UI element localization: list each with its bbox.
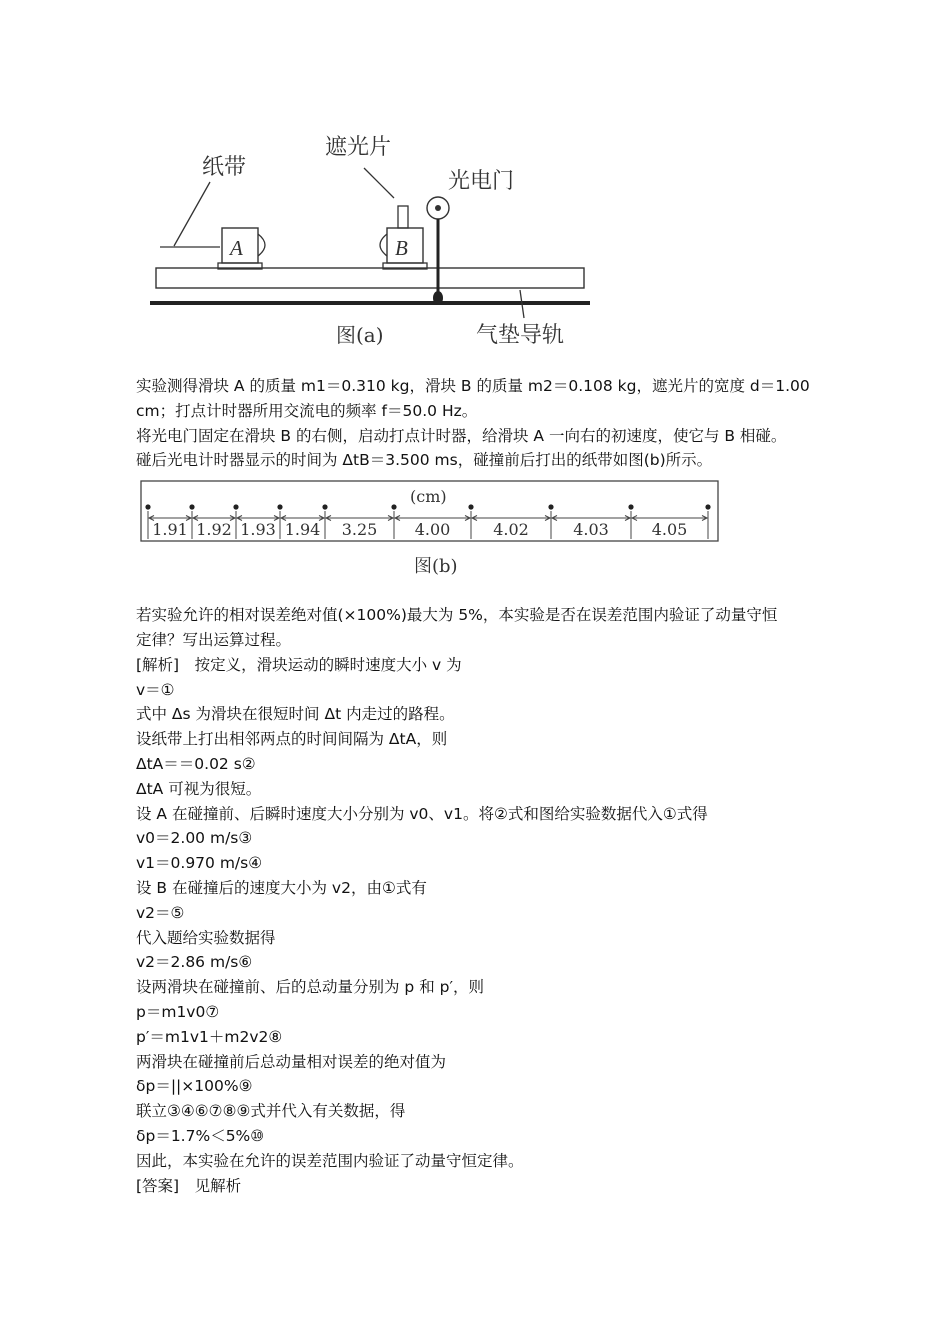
body-line: ΔtA 可视为很短。	[136, 779, 262, 798]
tape-unit-label: (cm)	[410, 487, 447, 506]
body-line: 定律？写出运算过程。	[136, 630, 292, 649]
label-air-track: 气垫导轨	[476, 323, 565, 348]
shutter-plate	[398, 206, 408, 228]
tape-marks	[145, 504, 710, 539]
paper-tape-leader-line	[174, 182, 210, 246]
figure-b-caption: 图(b)	[414, 556, 458, 577]
label-shutter: 遮光片	[325, 135, 392, 160]
tape-segment-label: 1.91	[152, 520, 188, 539]
body-line: 联立③④⑥⑦⑧⑨式并代入有关数据，得	[136, 1102, 406, 1121]
tape-dot	[468, 504, 473, 509]
track-plate	[156, 268, 584, 288]
equation-line: δp＝1.7%＜5%⑩	[136, 1126, 265, 1145]
intro-line: cm；打点计时器所用交流电的频率 f＝50.0 Hz。	[136, 401, 478, 420]
equation-line: δp＝||×100%⑨	[136, 1077, 253, 1096]
tape-segment-label: 4.05	[651, 520, 688, 539]
air-track-rail	[150, 301, 590, 305]
equation-line: p＝m1v0⑦	[136, 1002, 220, 1021]
solution-label: [解析] 按定义，滑块运动的瞬时速度大小 v 为	[136, 655, 462, 674]
equation-line: v＝①	[136, 680, 175, 699]
tape-segment-label: 4.00	[414, 520, 451, 539]
block-b-bumper	[380, 234, 387, 256]
tape-segment-label: 4.03	[573, 520, 609, 539]
figure-a-air-track-diagram	[150, 122, 595, 354]
equation-line: p′＝m1v1＋m2v2⑧	[136, 1027, 283, 1046]
tape-dot	[233, 504, 238, 509]
tape-segment-label: 4.02	[493, 520, 529, 539]
body-line: 设 B 在碰撞后的速度大小为 v2，由①式有	[136, 878, 427, 897]
tape-dot	[548, 504, 553, 509]
tape-dot	[189, 504, 194, 509]
body-line: 设两滑块在碰撞前、后的总动量分别为 p 和 p′，则	[136, 978, 484, 997]
block-b-label: B	[395, 236, 408, 260]
equation-line: v2＝⑤	[136, 903, 185, 922]
tape-segment-label: 1.92	[196, 520, 232, 539]
body-line: 因此，本实验在允许的误差范围内验证了动量守恒定律。	[136, 1151, 524, 1170]
body-line: 代入题给实验数据得	[136, 928, 276, 947]
intro-line: 实验测得滑块 A 的质量 m1＝0.310 kg，滑块 B 的质量 m2＝0.108 kg，遮光片的宽度 d＝1.00	[136, 377, 810, 395]
body-line: 若实验允许的相对误差绝对值(×100%)最大为 5%，本实验是否在误差范围内验证了动量守恒	[136, 606, 778, 625]
figure-a-caption: 图(a)	[336, 323, 384, 347]
body-line: 设 A 在碰撞前、后瞬时速度大小分别为 v0、v1。将②式和图给实验数据代入①式得	[136, 804, 708, 823]
tape-segment-label: 3.25	[341, 520, 378, 539]
label-paper-tape: 纸带	[202, 155, 247, 180]
equation-line: v2＝2.86 m/s⑥	[136, 953, 253, 972]
figure-b-paper-tape	[138, 478, 722, 586]
label-photogate: 光电门	[448, 169, 515, 194]
shutter-leader-line	[364, 168, 394, 198]
block-a-label: A	[230, 236, 243, 260]
block-a-bumper	[258, 234, 265, 256]
photogate-sensor	[435, 205, 441, 211]
intro-line: 将光电门固定在滑块 B 的右侧，启动打点计时器，给滑块 A 一向右的初速度，使它与 B 相碰。	[136, 426, 787, 445]
tape-dot	[628, 504, 633, 509]
tape-dot	[322, 504, 327, 509]
tape-dot	[145, 504, 150, 509]
intro-line: 碰后光电计时器显示的时间为 ΔtB＝3.500 ms，碰撞前后打出的纸带如图(b)所示。	[136, 451, 713, 470]
equation-line: v0＝2.00 m/s③	[136, 829, 253, 848]
tape-dot	[705, 504, 710, 509]
answer-line: [答案] 见解析	[136, 1176, 242, 1195]
tape-dot	[277, 504, 282, 509]
photogate-mount	[433, 291, 443, 305]
body-line: 设纸带上打出相邻两点的时间间隔为 ΔtA，则	[136, 730, 448, 749]
tape-dot	[391, 504, 396, 509]
tape-segment-label: 1.93	[240, 520, 276, 539]
equation-line: v1＝0.970 m/s④	[136, 854, 263, 873]
body-line: 式中 Δs 为滑块在很短时间 Δt 内走过的路程。	[136, 705, 455, 724]
body-line: 两滑块在碰撞前后总动量相对误差的绝对值为	[136, 1052, 447, 1071]
equation-line: ΔtA＝＝0.02 s②	[136, 754, 256, 773]
tape-segment-label: 1.94	[284, 520, 321, 539]
